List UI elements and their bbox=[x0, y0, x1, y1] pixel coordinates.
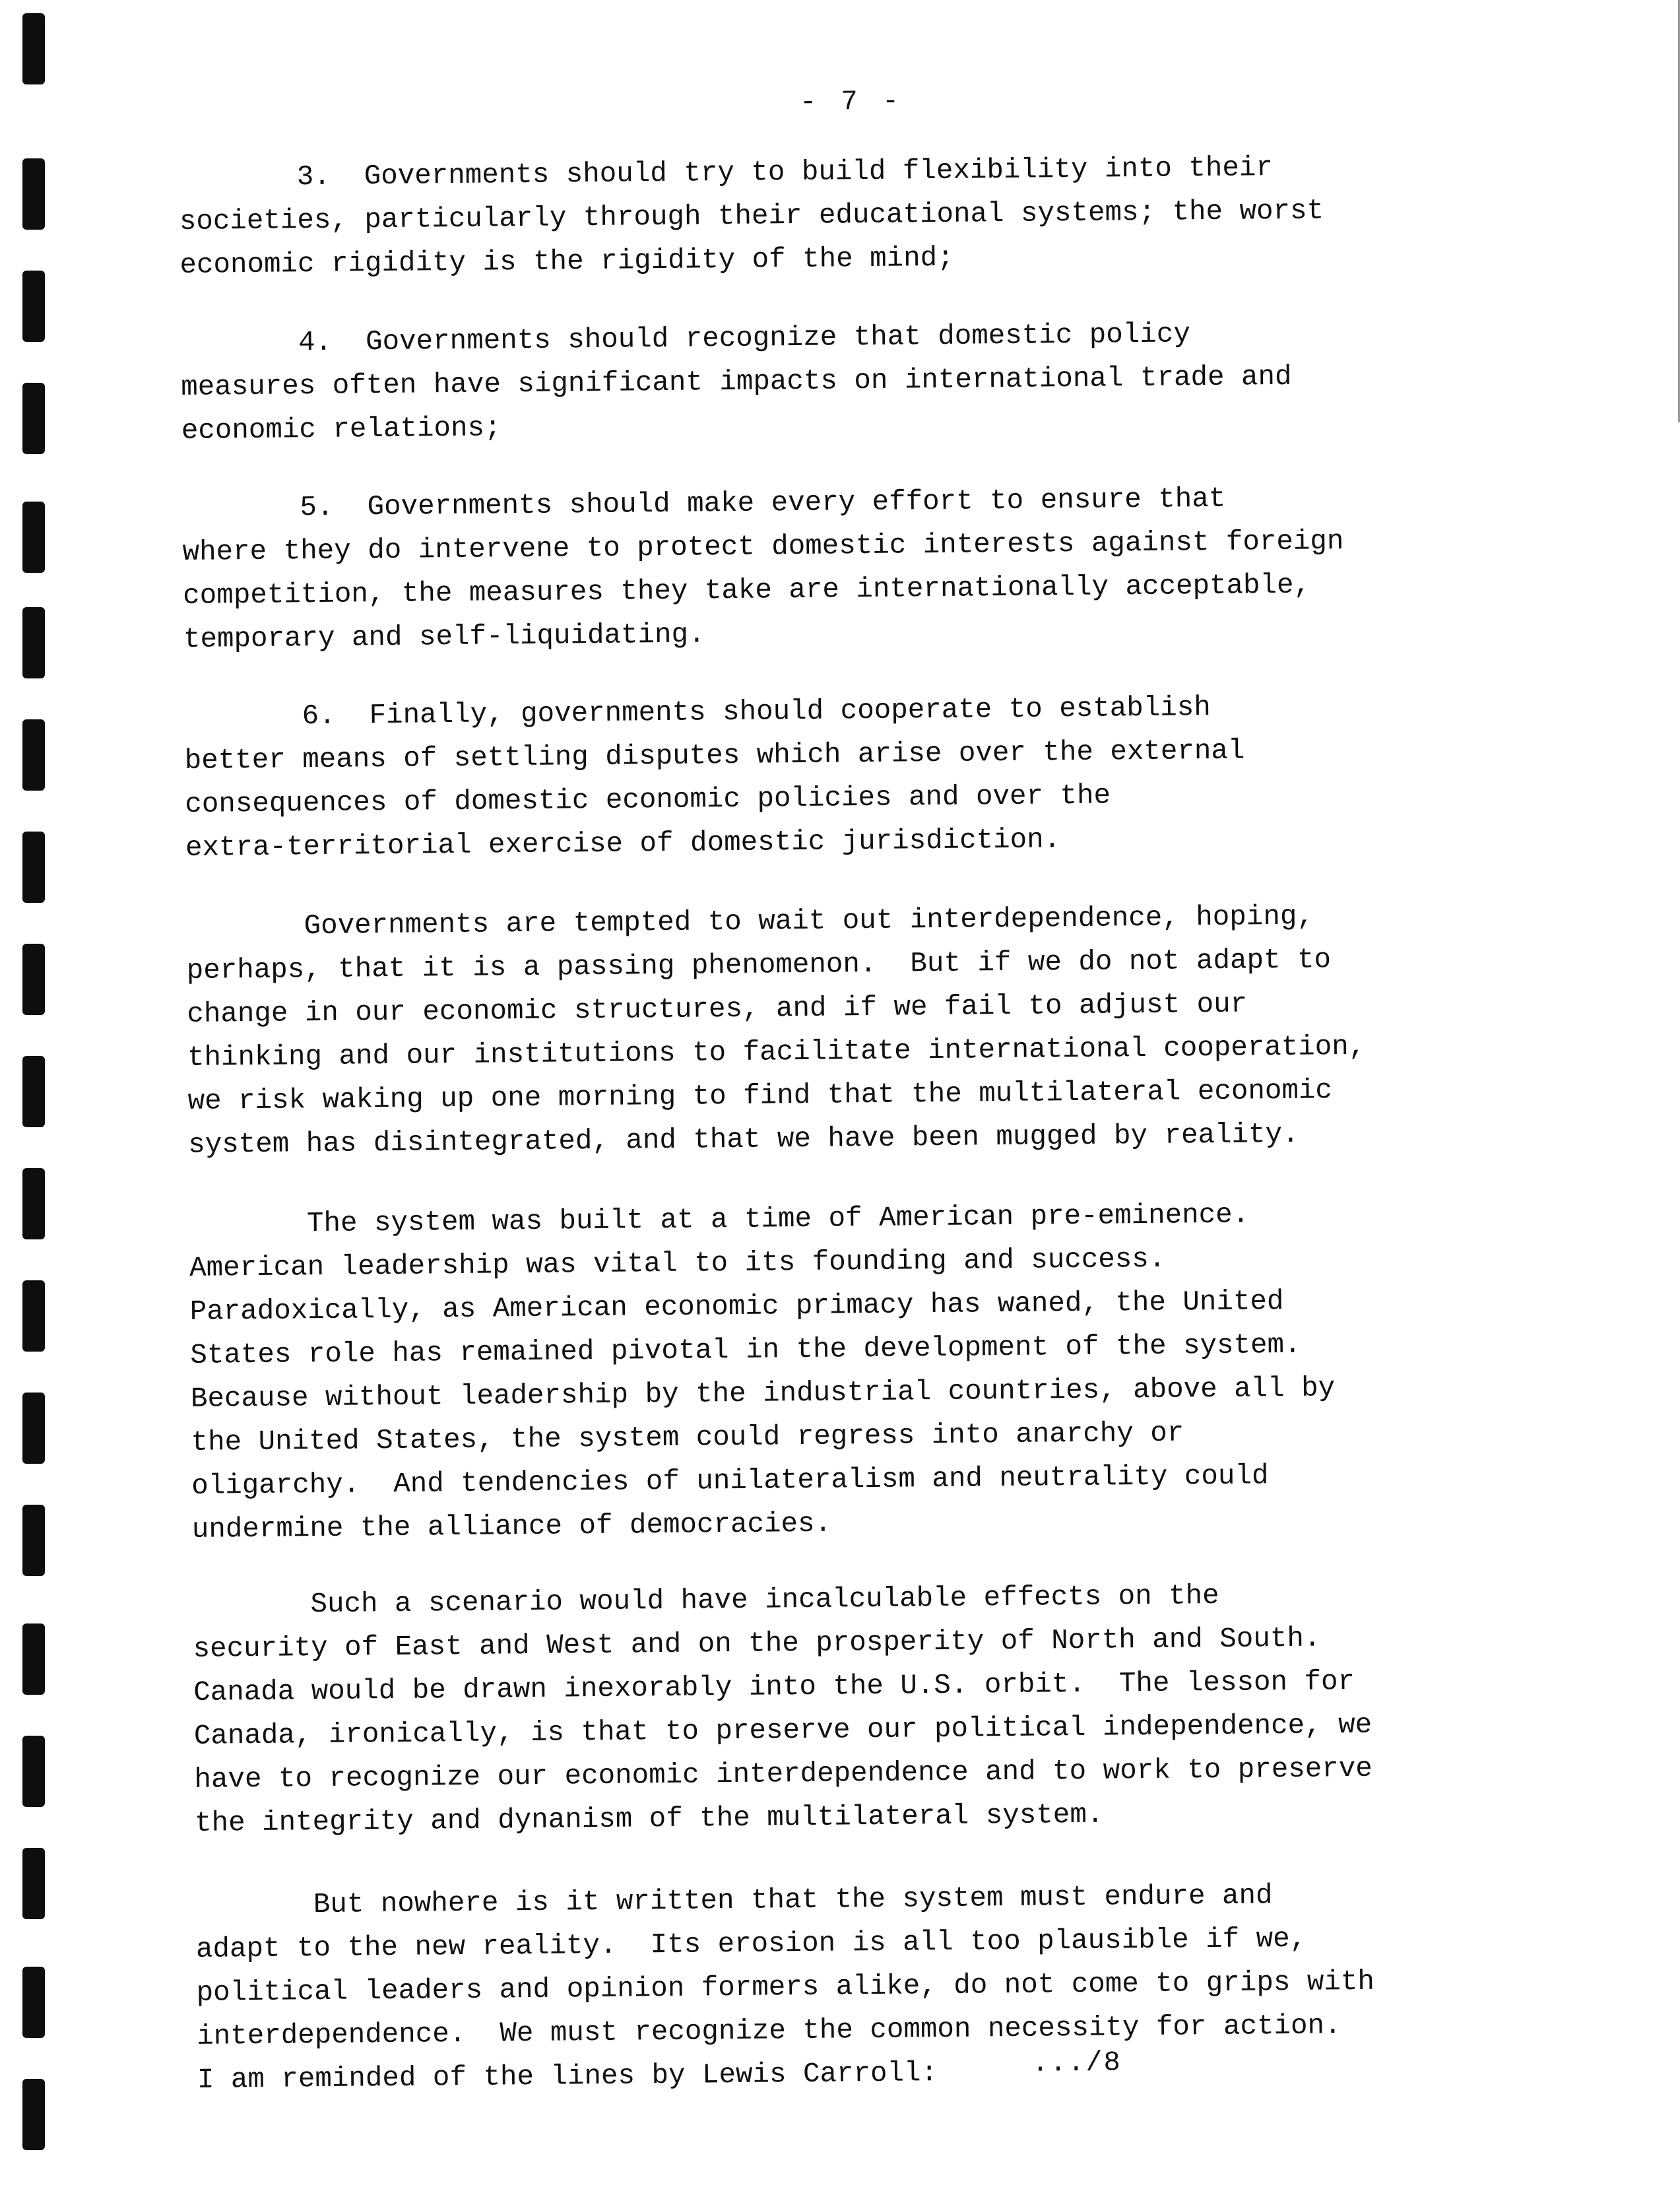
text-line: have to recognize our economic interdependence and to work to preserve bbox=[194, 1752, 1373, 1796]
binder-hole bbox=[22, 607, 45, 678]
text-line: we risk waking up one morning to find that the multilateral economic bbox=[187, 1074, 1333, 1117]
binder-hole bbox=[22, 1967, 45, 2038]
paragraph-interdependence bbox=[186, 892, 1535, 1167]
paragraph-scenario bbox=[193, 1571, 1541, 1845]
binder-hole bbox=[22, 719, 45, 791]
binder-hole bbox=[22, 1848, 45, 1919]
text-line: measures often have significant impacts on international trade and bbox=[181, 360, 1292, 403]
text-line: Governments are tempted to wait out interdependence, hoping, bbox=[185, 900, 1314, 943]
text-line: adapt to the new reality. Its erosion is all too plausible if we, bbox=[195, 1922, 1307, 1965]
text-line: But nowhere is it written that the system must endure and bbox=[195, 1880, 1273, 1922]
text-line: interdependence. We must recognize the common necessity for action. bbox=[197, 2010, 1341, 2052]
binder-hole bbox=[22, 1736, 45, 1807]
binder-hole bbox=[22, 1056, 45, 1127]
text-line: temporary and self-liquidating. bbox=[183, 618, 705, 655]
numbered-item-6 bbox=[184, 682, 1532, 870]
text-line: perhaps, that it is a passing phenomenon. But if we do not adapt to bbox=[186, 944, 1332, 987]
binder-hole bbox=[22, 1505, 45, 1576]
text-line: Canada would be drawn inexorably into the U.S. orbit. The lesson for bbox=[193, 1665, 1355, 1709]
binder-hole bbox=[22, 1393, 45, 1464]
binder-hole bbox=[22, 271, 45, 342]
text-line: consequences of domestic economic policies and over the bbox=[185, 779, 1111, 820]
binder-hole bbox=[22, 2079, 45, 2150]
text-line: Such a scenario would have incalculable effects on the bbox=[192, 1579, 1219, 1622]
text-line: 4. Governments should recognize that domestic policy bbox=[180, 318, 1191, 360]
text-line: The system was built at a time of American pre-eminence. bbox=[189, 1198, 1250, 1241]
text-line: 6. Finally, governments should cooperate to establish bbox=[183, 692, 1212, 733]
text-line: political leaders and opinion formers alike, do not come to grips with bbox=[196, 1965, 1375, 2009]
binder-hole bbox=[22, 502, 45, 573]
continuation-marker: .../8 bbox=[1031, 2047, 1122, 2080]
text-line: Because without leadership by the industrial countries, above all by bbox=[190, 1372, 1336, 1415]
text-line: undermine the alliance of democracies. bbox=[191, 1507, 832, 1546]
paragraph-american-leadership bbox=[189, 1190, 1538, 1552]
text-line: the United States, the system could regress into anarchy or bbox=[191, 1417, 1184, 1459]
page-number: - 7 - bbox=[799, 85, 903, 118]
text-line: system has disintegrated, and that we have been mugged by reality. bbox=[188, 1118, 1299, 1161]
text-line: 5. Governments should make every effort to ensure that bbox=[181, 482, 1226, 525]
text-line: the integrity and dynanism of the multilateral system. bbox=[194, 1798, 1104, 1839]
binder-hole bbox=[22, 158, 45, 230]
binder-hole bbox=[22, 1280, 45, 1352]
binder-hole bbox=[22, 1168, 45, 1239]
text-line: Paradoxically, as American economic primacy has waned, the United bbox=[189, 1286, 1284, 1328]
paragraph-nowhere-written bbox=[195, 1871, 1543, 2102]
text-line: better means of settling disputes which arise over the external bbox=[184, 735, 1245, 777]
text-line: economic relations; bbox=[181, 412, 501, 447]
text-line: American leadership was vital to its founding and success. bbox=[189, 1243, 1166, 1284]
text-line: 3. Governments should try to build flexibility into their bbox=[179, 152, 1274, 194]
text-line: extra-territorial exercise of domestic jurisdiction. bbox=[185, 824, 1061, 864]
binder-hole bbox=[22, 944, 45, 1015]
document-page bbox=[178, 79, 1544, 2131]
text-line: security of East and West and on the prosperity of North and South. bbox=[193, 1622, 1321, 1665]
binder-hole bbox=[22, 13, 45, 84]
binder-hole bbox=[22, 1623, 45, 1695]
text-line: where they do intervene to protect domestic interests against foreign bbox=[182, 525, 1344, 568]
binder-hole bbox=[22, 832, 45, 903]
binder-hole bbox=[22, 383, 45, 454]
text-line: oligarchy. And tendencies of unilateralism and neutrality could bbox=[191, 1460, 1269, 1502]
text-line: economic rigidity is the rigidity of the mind; bbox=[179, 242, 954, 281]
binder-holes bbox=[20, 0, 53, 2197]
text-line: thinking and our institutions to facilitate international cooperation, bbox=[187, 1030, 1366, 1074]
numbered-item-4 bbox=[180, 309, 1528, 453]
text-line: societies, particularly through their educational systems; the worst bbox=[179, 195, 1324, 238]
text-line: change in our economic structures, and if we fail to adjust our bbox=[187, 988, 1248, 1030]
text-line: I am reminded of the lines by Lewis Carroll: bbox=[197, 2057, 938, 2096]
numbered-item-5 bbox=[182, 474, 1530, 661]
text-line: States role has remained pivotal in the development of the system. bbox=[190, 1328, 1301, 1371]
text-line: Canada, ironically, is that to preserve our political independence, we bbox=[193, 1709, 1373, 1752]
text-line: competition, the measures they take are internationally acceptable, bbox=[183, 569, 1311, 612]
numbered-item-3 bbox=[179, 143, 1526, 287]
